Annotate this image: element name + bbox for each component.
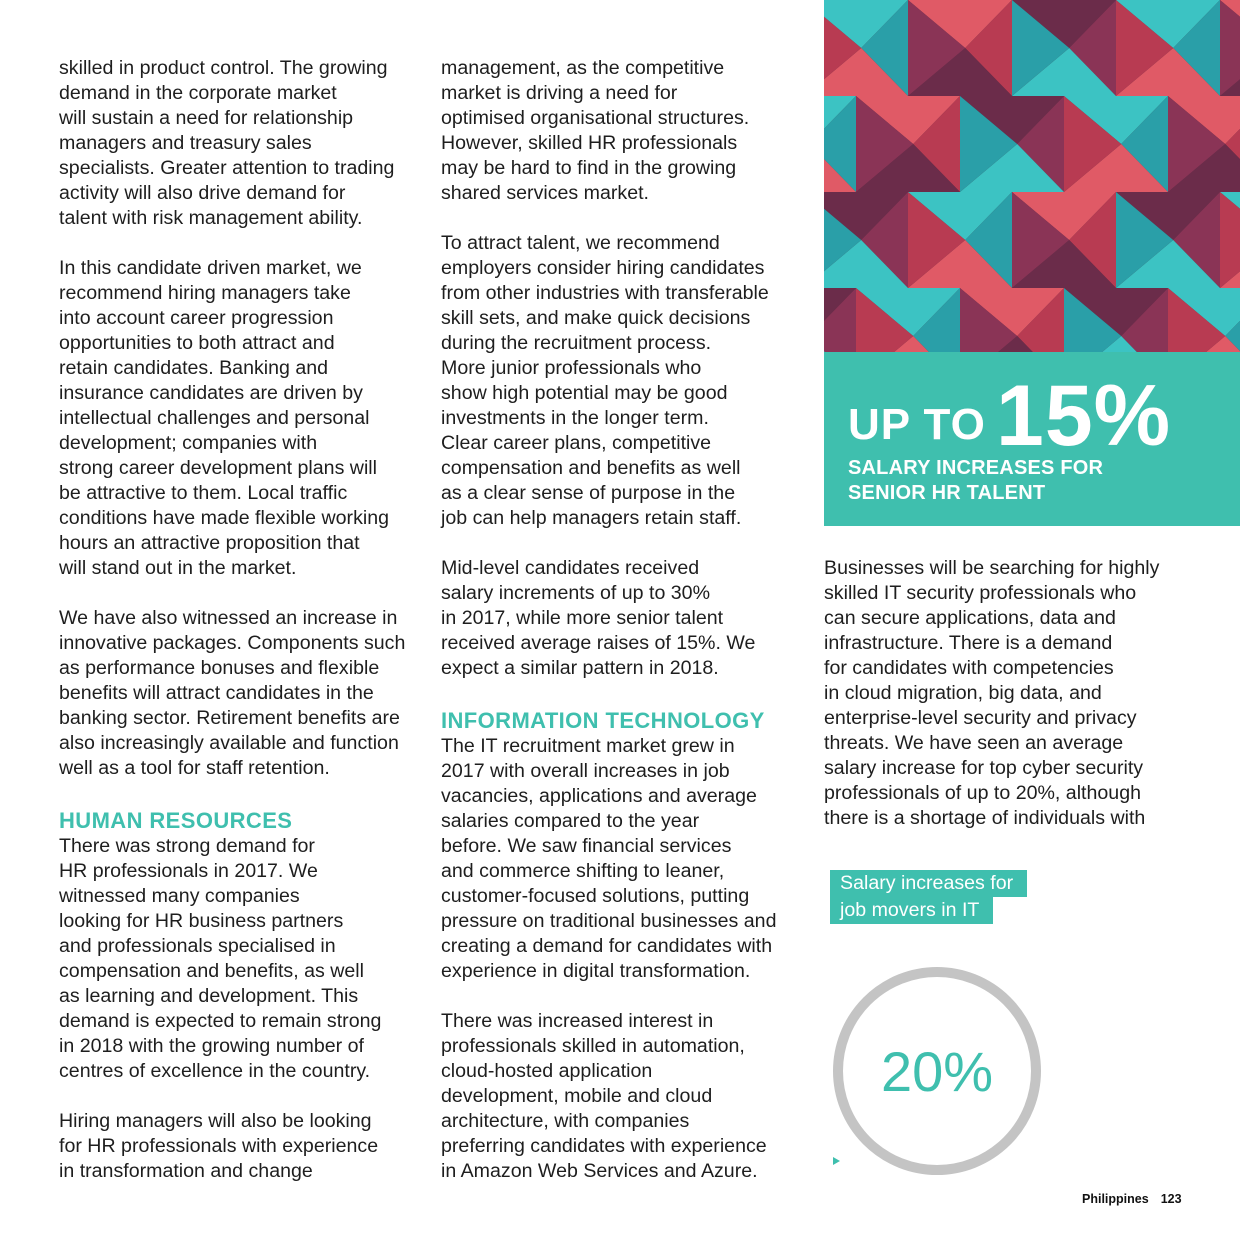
section-heading-information-technology: INFORMATION TECHNOLOGY — [441, 708, 765, 733]
text-line: investments in the longer term. — [441, 407, 709, 429]
text-line: management, as the competitive — [441, 57, 725, 79]
text-line: intellectual challenges and personal — [59, 407, 370, 429]
pyramid-facet — [1220, 0, 1240, 96]
text-line: will stand out in the market. — [59, 557, 297, 579]
text-line: well as a tool for staff retention. — [59, 757, 330, 779]
text-line: looking for HR business partners — [59, 910, 344, 932]
hero-photo — [824, 0, 1240, 352]
text-line: compensation and benefits, as well — [59, 960, 364, 982]
text-line: as learning and development. This — [59, 985, 359, 1007]
text-line: hours an attractive proposition that — [59, 532, 360, 554]
text-line: also increasingly available and function — [59, 732, 399, 754]
ring-value: 20% — [880, 1040, 994, 1103]
text-line: In this candidate driven market, we — [59, 257, 362, 279]
text-line: preferring candidates with experience — [441, 1135, 767, 1157]
text-line: for candidates with competencies — [824, 657, 1114, 679]
text-line: there is a shortage of individuals with — [824, 807, 1146, 829]
text-line: conditions have made flexible working — [59, 507, 390, 529]
column-2 — [441, 56, 801, 1184]
text-line: salary increase for top cyber security — [824, 757, 1144, 779]
text-line: centres of excellence in the country. — [59, 1060, 371, 1082]
text-line: customer-focused solutions, putting — [441, 885, 750, 907]
paragraph — [824, 556, 1184, 831]
text-line: retain candidates. Banking and — [59, 357, 329, 379]
text-line: in Amazon Web Services and Azure. — [441, 1160, 758, 1182]
text-line: infrastructure. There is a demand — [824, 632, 1113, 654]
text-line: vacancies, applications and average — [441, 785, 757, 807]
text-line: Hiring managers will also be looking — [59, 1110, 372, 1132]
text-line: pressure on traditional businesses and — [441, 910, 777, 932]
text-line: creating a demand for candidates with — [441, 935, 773, 957]
text-line: and professionals specialised in — [59, 935, 336, 957]
text-line: 2017 with overall increases in job — [441, 760, 730, 782]
text-line: However, skilled HR professionals — [441, 132, 738, 154]
stat-caption-line-2: SENIOR HR TALENT — [848, 482, 1046, 504]
column-1 — [59, 56, 419, 1184]
paragraph — [441, 734, 801, 984]
text-line: We have also witnessed an increase in — [59, 607, 398, 629]
text-line: and commerce shifting to leaner, — [441, 860, 725, 882]
paragraph — [59, 834, 419, 1084]
stat-prefix: UP TO — [848, 400, 986, 449]
text-line: development; companies with — [59, 432, 318, 454]
column-3 — [824, 556, 1184, 831]
text-line: banking sector. Retirement benefits are — [59, 707, 400, 729]
text-line: as a clear sense of purpose in the — [441, 482, 736, 504]
text-line: insurance candidates are driven by — [59, 382, 363, 404]
it-stat-label-line-2: job movers in IT — [830, 897, 993, 924]
text-line: during the recruitment process. — [441, 332, 712, 354]
text-line: activity will also drive demand for — [59, 182, 346, 204]
text-line: into account career progression — [59, 307, 334, 329]
text-line: from other industries with transferable — [441, 282, 769, 304]
section-heading-human-resources: HUMAN RESOURCES — [59, 808, 293, 833]
paragraph — [59, 1109, 419, 1184]
paragraph — [441, 56, 801, 206]
text-line: in 2018 with the growing number of — [59, 1035, 364, 1057]
page-footer — [1082, 1192, 1182, 1206]
text-line: innovative packages. Components such — [59, 632, 406, 654]
text-line: The IT recruitment market grew in — [441, 735, 735, 757]
text-line: be attractive to them. Local traffic — [59, 482, 348, 504]
text-line: skilled in product control. The growing — [59, 57, 388, 79]
text-line: received average raises of 15%. We — [441, 632, 756, 654]
text-line: Businesses will be searching for highly — [824, 557, 1160, 579]
text-line: strong career development plans will — [59, 457, 378, 479]
arrow-right-icon — [833, 1157, 840, 1165]
text-line: skilled IT security professionals who — [824, 582, 1137, 604]
text-line: demand in the corporate market — [59, 82, 337, 104]
paragraph — [441, 1009, 801, 1184]
text-line: More junior professionals who — [441, 357, 702, 379]
text-line: benefits will attract candidates in the — [59, 682, 374, 704]
text-line: professionals of up to 20%, although — [824, 782, 1141, 804]
text-line: managers and treasury sales — [59, 132, 312, 154]
text-line: There was increased interest in — [441, 1010, 714, 1032]
paragraph — [59, 56, 419, 231]
text-line: skill sets, and make quick decisions — [441, 307, 751, 329]
text-line: optimised organisational structures. — [441, 107, 750, 129]
paragraph — [441, 556, 801, 681]
text-line: market is driving a need for — [441, 82, 678, 104]
stat-value: 15% — [996, 368, 1172, 464]
text-line: professionals skilled in automation, — [441, 1035, 745, 1057]
text-line: in 2017, while more senior talent — [441, 607, 724, 629]
text-line: recommend hiring managers take — [59, 282, 351, 304]
text-line: Clear career plans, competitive — [441, 432, 712, 454]
text-line: architecture, with companies — [441, 1110, 690, 1132]
text-line: compensation and benefits as well — [441, 457, 741, 479]
stat-panel — [824, 352, 1240, 526]
text-line: expect a similar pattern in 2018. — [441, 657, 719, 679]
text-line: enterprise-level security and privacy — [824, 707, 1137, 729]
it-stat-label-line-1: Salary increases for — [830, 870, 1027, 897]
text-line: witnessed many companies — [59, 885, 300, 907]
text-line: shared services market. — [441, 182, 649, 204]
text-line: for HR professionals with experience — [59, 1135, 379, 1157]
text-line: experience in digital transformation. — [441, 960, 751, 982]
text-line: Mid-level candidates received — [441, 557, 700, 579]
text-line: HR professionals in 2017. We — [59, 860, 318, 882]
text-line: in cloud migration, big data, and — [824, 682, 1102, 704]
text-line: opportunities to both attract and — [59, 332, 335, 354]
pyramid-facet — [1220, 192, 1240, 288]
stat-caption-line-1: SALARY INCREASES FOR — [848, 457, 1104, 479]
text-line: may be hard to find in the growing — [441, 157, 737, 179]
text-line: demand is expected to remain strong — [59, 1010, 382, 1032]
text-line: show high potential may be good — [441, 382, 728, 404]
text-line: There was strong demand for — [59, 835, 315, 857]
text-line: specialists. Greater attention to trading — [59, 157, 395, 179]
text-line: in transformation and change — [59, 1160, 313, 1182]
text-line: salaries compared to the year — [441, 810, 700, 832]
text-line: as performance bonuses and flexible — [59, 657, 380, 679]
text-line: job can help managers retain staff. — [441, 507, 742, 529]
footer-section: Philippines — [1082, 1192, 1149, 1206]
paragraph — [59, 256, 419, 581]
text-line: To attract talent, we recommend — [441, 232, 720, 254]
text-line: can secure applications, data and — [824, 607, 1116, 629]
text-line: employers consider hiring candidates — [441, 257, 765, 279]
text-line: cloud-hosted application — [441, 1060, 653, 1082]
page-number: 123 — [1160, 1192, 1182, 1206]
paragraph — [59, 606, 419, 781]
text-line: salary increments of up to 30% — [441, 582, 711, 604]
text-line: before. We saw financial services — [441, 835, 732, 857]
paragraph — [441, 231, 801, 531]
text-line: threats. We have seen an average — [824, 732, 1124, 754]
text-line: development, mobile and cloud — [441, 1085, 713, 1107]
text-line: talent with risk management ability. — [59, 207, 363, 229]
text-line: will sustain a need for relationship — [59, 107, 354, 129]
